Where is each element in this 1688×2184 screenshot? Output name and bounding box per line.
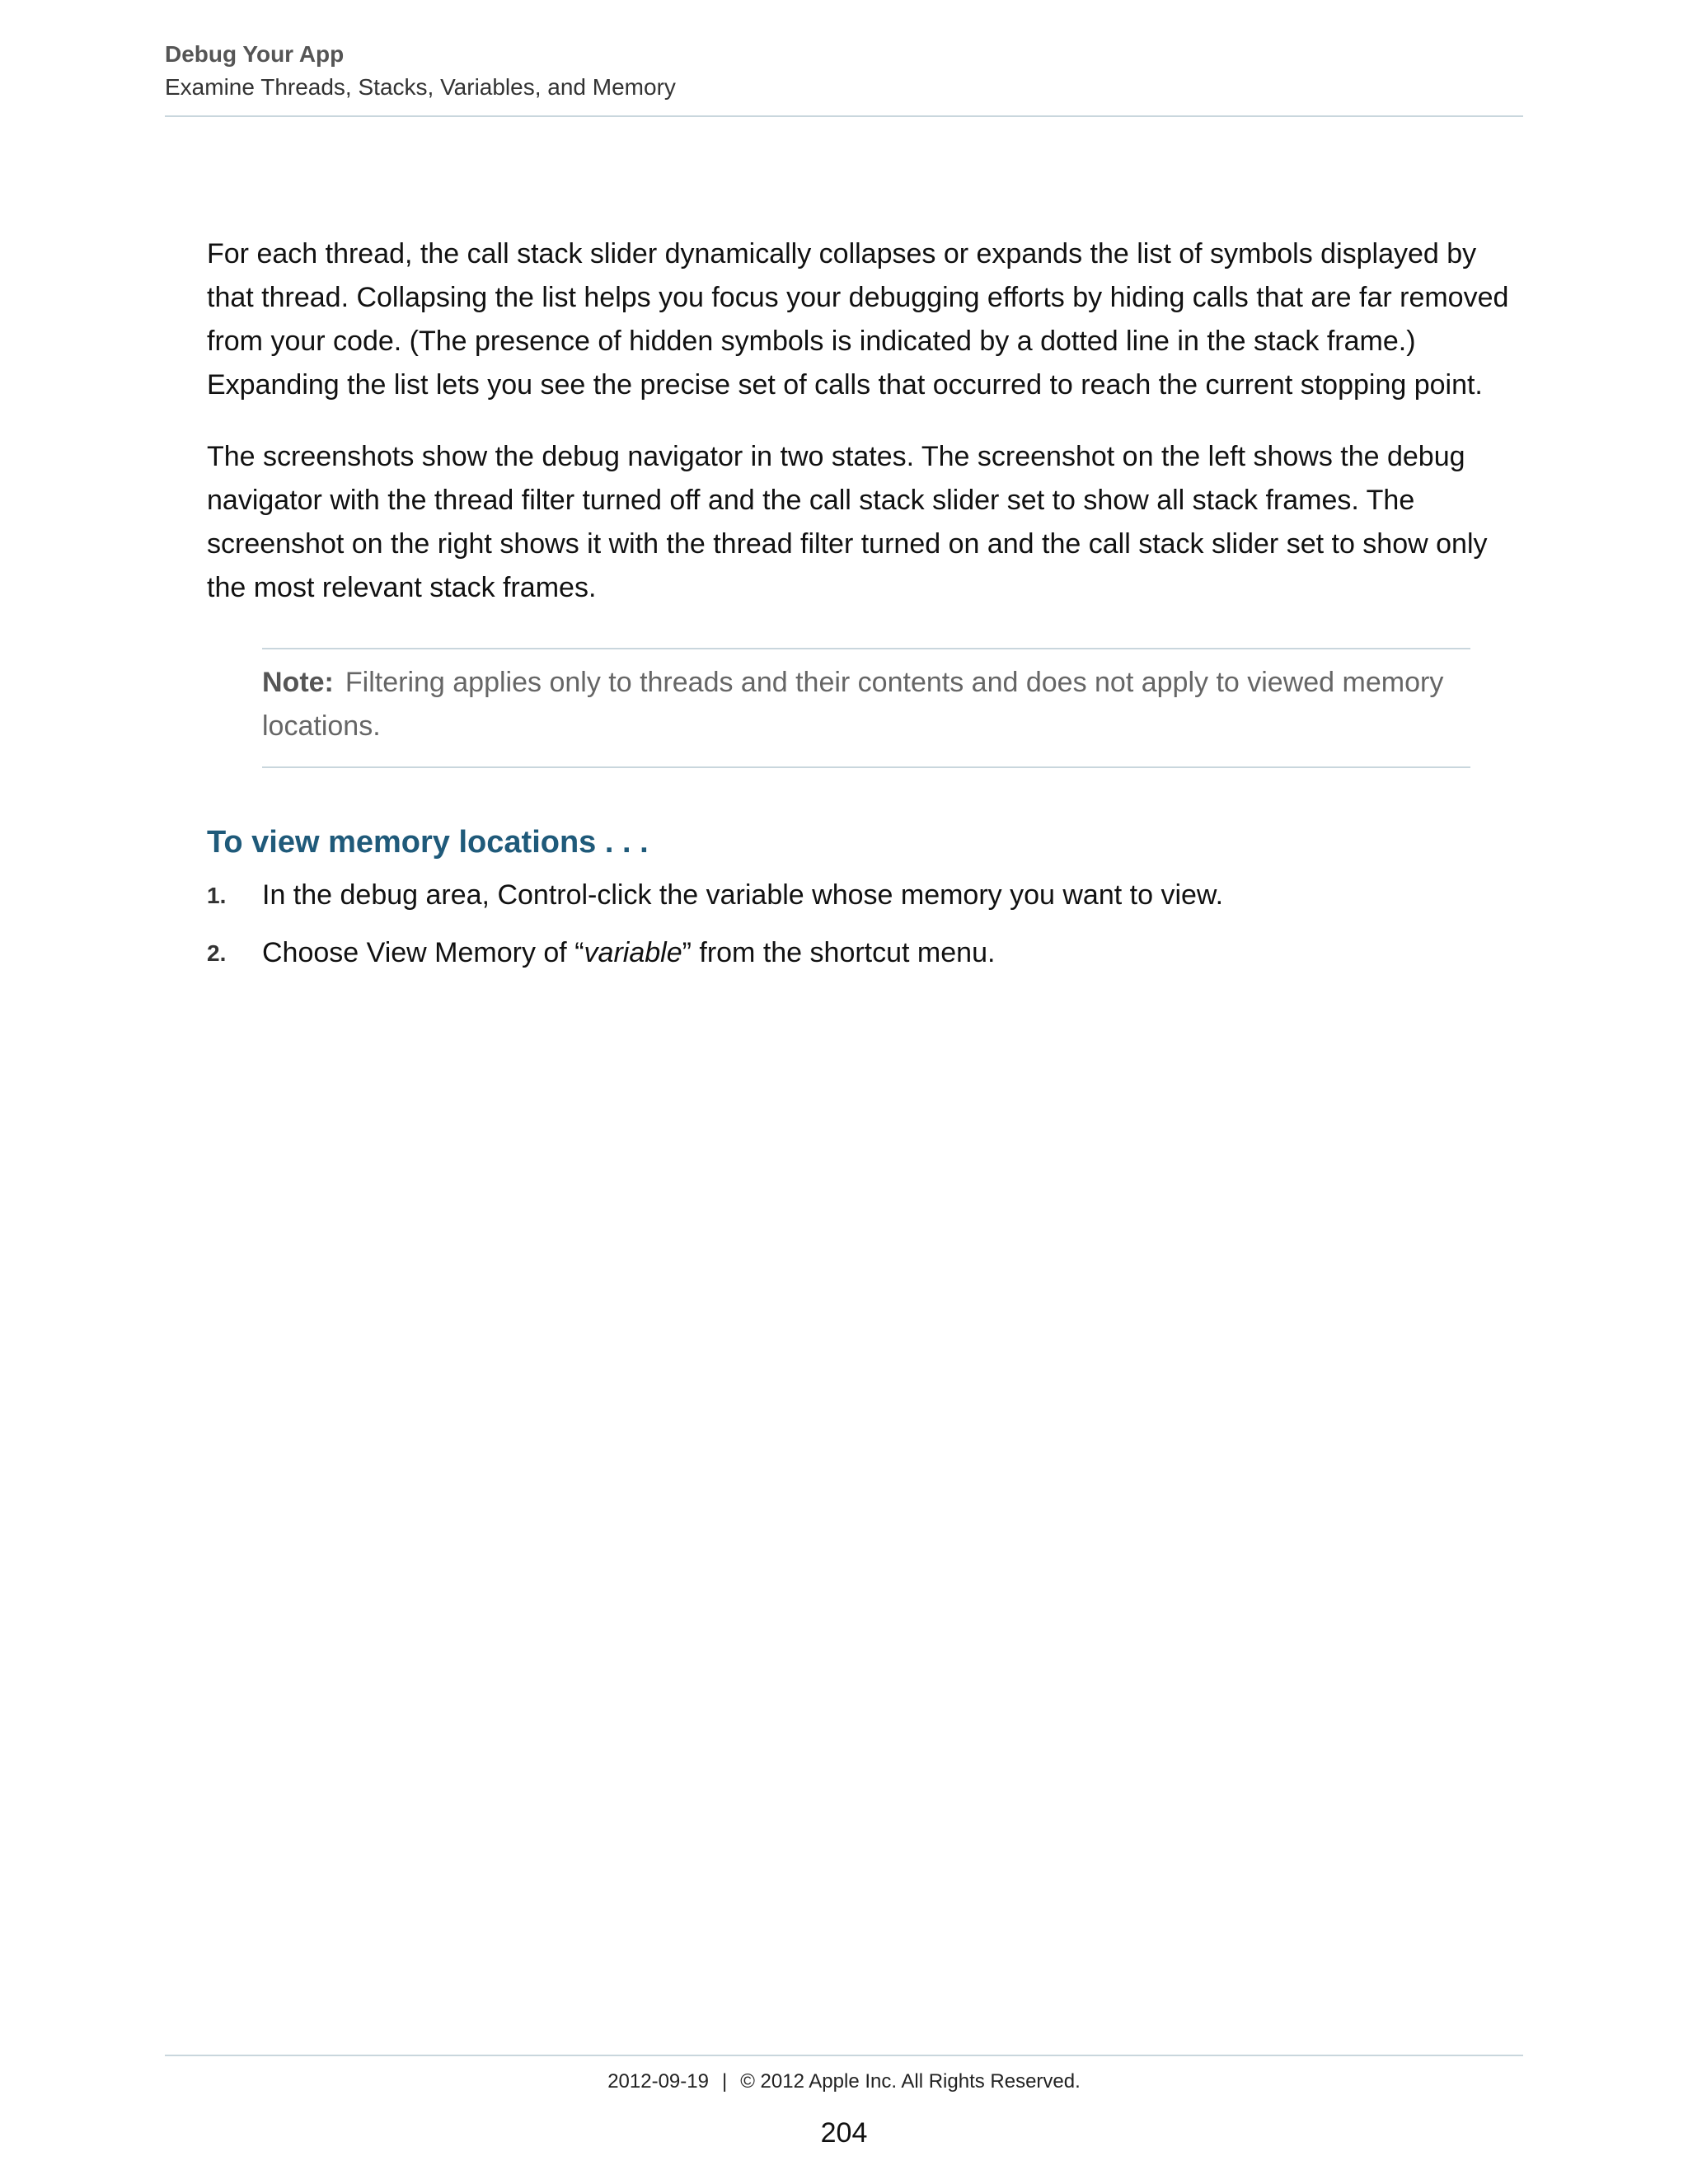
step-text-after: ” from the shortcut menu. [682, 937, 996, 968]
note-label: Note: [262, 667, 334, 698]
step-number: 1. [207, 883, 227, 908]
page-header [165, 38, 1523, 117]
section-title: Examine Threads, Stacks, Variables, and Memory [165, 74, 676, 100]
step-text: In the debug area, Control-click the variable whose memory you want to view. [262, 879, 1224, 911]
body-paragraph: For each thread, the call stack slider dynamically collapses or expands the list of symbols displayed by that thread. Collapsing the list helps you focus your debugging efforts by hiding calls that are far removed from your code. (The presence of hidden symbols is indicated by a dotted line in the stack frame.) Expanding the list lets you see the precise set of calls that occurred to reach the current stopping point. [207, 238, 1509, 401]
step-text [262, 931, 995, 975]
task-step [207, 931, 1526, 975]
step-text-italic: variable [584, 937, 682, 968]
task-steps-list [207, 874, 1526, 975]
step-number: 2. [207, 940, 227, 966]
footer-copyright: © 2012 Apple Inc. All Rights Reserved. [740, 2070, 1081, 2093]
page-number: 204 [820, 2117, 868, 2149]
footer-date: 2012-09-19 [607, 2070, 709, 2093]
task-heading: To view memory locations . . . [207, 825, 649, 860]
footer-divider [165, 2055, 1523, 2056]
note-box [262, 648, 1470, 768]
step-text-before: Choose View Memory of “ [262, 937, 584, 968]
main-content [207, 232, 1526, 989]
task-step [207, 874, 1526, 917]
page-footer [0, 2067, 1688, 2097]
note-text: Filtering applies only to threads and their contents and does not apply to viewed memory locations. [262, 667, 1444, 742]
chapter-title: Debug Your App [165, 41, 345, 67]
footer-separator: | [721, 2070, 728, 2093]
body-paragraph: The screenshots show the debug navigator in two states. The screenshot on the left shows the debug navigator with the thread filter turned off and the call stack slider set to show all stack frames. The screenshot on the right shows it with the thread filter turned on and the call stack slider set to show only the most relevant stack frames. [207, 441, 1488, 603]
